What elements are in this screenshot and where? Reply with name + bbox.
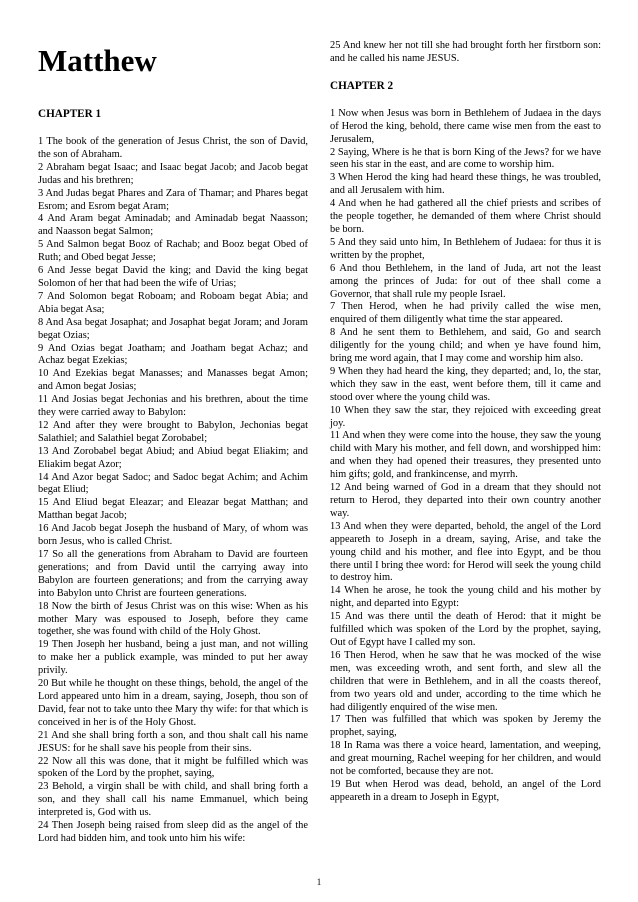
verse: 9 When they had heard the king, they departed; and, lo, the star, which they saw in the east, went before them, till it came and stood over where the young child was. [330,365,601,403]
verse: 11 And Josias begat Jechonias and his brethren, about the time they were carried away to Babylon: [38,394,308,419]
verse: 8 And he sent them to Bethlehem, and said, Go and search diligently for the young child; and when ye have found him, bring me word again, that I may come and worship him also. [330,327,601,365]
verse: 19 But when Herod was dead, behold, an angel of the Lord appeareth in a dream to Joseph in Egypt, [330,778,601,803]
verse: 6 And thou Bethlehem, in the land of Juda, art not the least among the princes of Juda: for out of thee shall come a Governor, that shall rule my people Israel. [330,262,601,300]
verse: 8 And Asa begat Josaphat; and Josaphat begat Joram; and Joram begat Ozias; [38,316,308,341]
verse: 5 And they said unto him, In Bethlehem of Judaea: for thus it is written by the prophet, [330,236,601,261]
verse: 3 And Judas begat Phares and Zara of Thamar; and Phares begat Esrom; and Esrom begat Aram; [38,187,308,212]
verse: 14 And Azor begat Sadoc; and Sadoc begat Achim; and Achim begat Eliud; [38,471,308,496]
verse: 15 And Eliud begat Eleazar; and Eleazar begat Matthan; and Matthan begat Jacob; [38,497,308,522]
verse: 13 And Zorobabel begat Abiud; and Abiud begat Eliakim; and Eliakim begat Azor; [38,445,308,470]
verse: 7 Then Herod, when he had privily called the wise men, enquired of them diligently what time the star appeared. [330,301,601,326]
verse: 16 And Jacob begat Joseph the husband of Mary, of whom was born Jesus, who is called Christ. [38,523,308,548]
verse: 17 Then was fulfilled that which was spoken by Jeremy the prophet, saying, [330,714,601,739]
verse: 17 So all the generations from Abraham to David are fourteen generations; and from David until the carrying away into Babylon are fourteen generations; and from the carrying away into Babylon unto Christ are fourteen generations. [38,549,308,599]
verse: 4 And Aram begat Aminadab; and Aminadab begat Naasson; and Naasson begat Salmon; [38,213,308,238]
verse: 10 When they saw the star, they rejoiced with exceeding great joy. [330,404,601,429]
verse: 3 When Herod the king had heard these things, he was troubled, and all Jerusalem with him. [330,172,601,197]
verse: 9 And Ozias begat Joatham; and Joatham begat Achaz; and Achaz begat Ezekias; [38,342,308,367]
verse: 2 Saying, Where is he that is born King of the Jews? for we have seen his star in the east, and are come to worship him. [330,146,601,171]
right-column [330,0,601,805]
chapter-1-verses [38,136,308,846]
verse: 18 Now the birth of Jesus Christ was on this wise: When as his mother Mary was espoused to Joseph, before they came together, she was found with child of the Holy Ghost. [38,600,308,638]
verse: 18 In Rama was there a voice heard, lamentation, and weeping, and great mourning, Rachel weeping for her children, and would not be comforted, because they are not. [330,740,601,778]
verse: 25 And knew her not till she had brought forth her firstborn son: and he called his name JESUS. [330,40,601,64]
verse: 24 Then Joseph being raised from sleep did as the angel of the Lord had bidden him, and took unto him his wife: [38,820,308,844]
verse: 4 And when he had gathered all the chief priests and scribes of the people together, he demanded of them where Christ should be born. [330,198,601,235]
chapter-2-heading: CHAPTER 2 [330,79,394,92]
left-column [38,0,308,846]
verse: 12 And being warned of God in a dream that they should not return to Herod, they departed into their own country another way. [330,482,601,519]
verse: 19 Then Joseph her husband, being a just man, and not willing to make her a publick example, was minded to put her away privily. [38,639,308,677]
chapter-1-heading: CHAPTER 1 [38,108,102,120]
verse: 21 And she shall bring forth a son, and thou shalt call his name JESUS: for he shall save his people from their sins. [38,729,308,754]
verse: 5 And Salmon begat Booz of Rachab; and Booz begat Obed of Ruth; and Obed begat Jesse; [38,239,308,264]
verse: 22 Now all this was done, that it might be fulfilled which was spoken of the Lord by the prophet, saying, [38,755,308,780]
verse: 1 Now when Jesus was born in Bethlehem of Judaea in the days of Herod the king, behold, there came wise men from the east to Jerusalem, [330,107,601,145]
verse: 2 Abraham begat Isaac; and Isaac begat Jacob; and Jacob begat Judas and his brethren; [38,161,308,186]
chapter-2-verses [330,108,601,805]
verse: 1 The book of the generation of Jesus Christ, the son of David, the son of Abraham. [38,136,308,160]
page-number: 1 [316,877,322,887]
verse: 16 Then Herod, when he saw that he was mocked of the wise men, was exceeding wroth, and sent forth, and slew all the children that were in Bethlehem, and in all the coasts thereof, from two years old and under, according to the time which he had diligently enquired of the wise men. [330,649,601,713]
verse: 7 And Solomon begat Roboam; and Roboam begat Abia; and Abia begat Asa; [38,290,308,315]
verse: 10 And Ezekias begat Manasses; and Manasses begat Amon; and Amon begat Josias; [38,368,308,393]
verse: 6 And Jesse begat David the king; and David the king begat Solomon of her that had been the wife of Urias; [38,265,308,289]
verse: 11 And when they were come into the house, they saw the young child with Mary his mother, and fell down, and worshipped him: and when they had opened their treasures, they presented unto him gifts; gold, and frankincense, and myrrh. [330,430,601,481]
verse: 20 But while he thought on these things, behold, the angel of the Lord appeared unto him in a dream, saying, Joseph, thou son of David, fear not to take unto thee Mary thy wife: for that which is conceived in her is of the Holy Ghost. [38,678,308,728]
verse: 12 And after they were brought to Babylon, Jechonias begat Salathiel; and Salathiel begat Zorobabel; [38,419,308,444]
verse: 23 Behold, a virgin shall be with child, and shall bring forth a son, and they shall call his name Emmanuel, which being interpreted is, God with us. [38,781,308,819]
verse: 13 And when they were departed, behold, the angel of the Lord appeareth to Joseph in a dream, saying, Arise, and take the young child and his mother, and flee into Egypt, and be thou there until I bring thee word: for Herod will seek the young child to destroy him. [330,520,601,584]
book-title: Matthew [38,43,157,78]
verse: 14 When he arose, he took the young child and his mother by night, and departed into Egypt: [330,585,601,610]
verse: 15 And was there until the death of Herod: that it might be fulfilled which was spoken of the Lord by the prophet, saying, Out of Egypt have I called my son. [330,611,601,648]
